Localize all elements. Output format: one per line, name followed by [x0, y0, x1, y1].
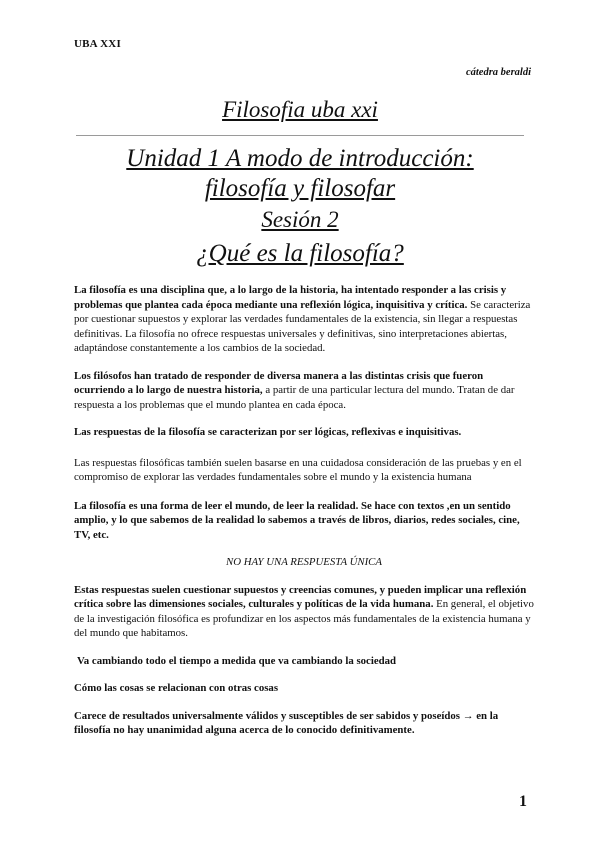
horizontal-rule [76, 135, 524, 136]
paragraph-8: Va cambiando todo el tiempo a medida que va cambiando la sociedad [77, 654, 397, 667]
paragraph-10: Carece de resultados universalmente válidos y susceptibles de ser sabidos y poseídos → en la filosofía no hay unanimidad alguna acerca de lo conocido definitivamente. [74, 709, 499, 736]
session-heading: Sesión 2 [261, 207, 339, 232]
paragraph-7 [74, 583, 534, 641]
paragraph-7-text: En general, el objetivo de la investigación filosófica es profundizar en los aspectos más fundamentales de la existencia humana y del mundo que habitamos. [74, 598, 534, 639]
paragraph-7-bold: Estas respuestas suelen cuestionar supuestos y creencias comunes, y pueden implicar una reflexión crítica sobre las dimensiones sociales, culturales y políticas de la vida humana. [74, 583, 527, 610]
header-institution: UBA XXI [74, 38, 121, 50]
page-number: 1 [519, 793, 527, 810]
paragraph-9: Cómo las cosas se relacionan con otras cosas [74, 682, 279, 694]
unit-title-line2: filosofía y filosofar [204, 175, 396, 202]
paragraph-4: Las respuestas filosóficas también suelen basarse en una cuidadosa consideración de las pruebas y en el compromiso de explorar las verdades fundamentales sobre el mundo y la existencia humana [74, 456, 522, 483]
paragraph-2-text: a partir de una particular lectura del mundo. Tratan de dar respuesta a los problemas que el mundo plantea en cada época. [74, 384, 515, 411]
unit-title [0, 144, 600, 204]
paragraph-5: La filosofía es una forma de leer el mundo, de leer la realidad. Se hace con textos ,en un sentido amplio, y lo que sabemos de la realidad lo sabemos a través de libros, diarios, redes sociales, cine, TV, etc. [74, 499, 520, 541]
paragraph-1 [74, 283, 534, 356]
document-title: Filosofia uba xxi [222, 97, 378, 122]
question-heading: ¿Qué es la filosofía? [196, 240, 404, 267]
document-body [74, 283, 534, 738]
no-single-answer-note: NO HAY UNA RESPUESTA ÚNICA [226, 556, 382, 568]
paragraph-1-bold: La filosofía es una disciplina que, a lo largo de la historia, ha intentado responder a las crisis y problemas que plantea cada época mediante una reflexión lógica, inquisitiva y crítica. [74, 284, 507, 311]
paragraph-1-text: Se caracteriza por cuestionar supuestos y explorar las verdades fundamentales de la existencia, sin llegar a respuestas definitivas. La filosofía no ofrece respuestas universales y definitivas, sino interpretaciones abiertas, adaptándose constantemente a los cambios de la sociedad. [74, 298, 531, 354]
paragraph-3: Las respuestas de la filosofía se caracterizan por ser lógicas, reflexivas e inquisitivas. [74, 426, 462, 438]
header-chair: cátedra beraldi [465, 67, 531, 78]
unit-title-line1: Unidad 1 A modo de introducción: [126, 145, 474, 172]
paragraph-2 [74, 369, 534, 413]
paragraph-2-bold: Los filósofos han tratado de responder de diversa manera a las distintas crisis que fueron ocurriendo a lo largo de nuestra historia, [74, 369, 484, 396]
